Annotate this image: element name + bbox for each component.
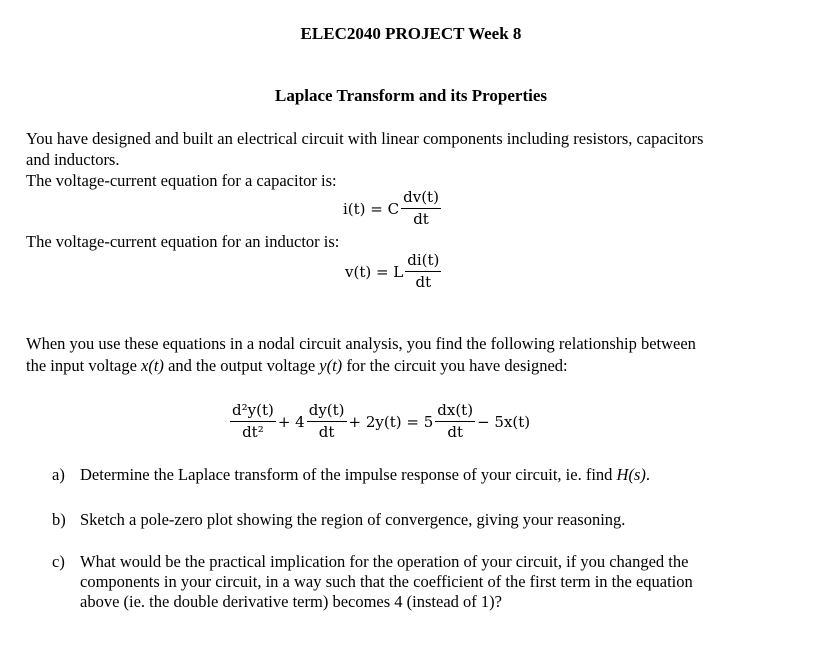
term1-denominator: dt²	[242, 423, 264, 441]
capacitor-eq-denominator: dt	[413, 210, 429, 228]
intro-line-1: You have designed and built an electrical circuit with linear components including resistors, capacitors	[26, 129, 704, 148]
analysis-paragraph	[26, 333, 786, 377]
transfer-function-var: H(s)	[616, 465, 646, 484]
term2-numerator: dy(t)	[307, 401, 347, 422]
term3-denominator: dt	[447, 423, 463, 441]
capacitor-eq-lhs: i(t) = C	[343, 199, 400, 218]
inductor-equation	[345, 251, 443, 292]
question-c-text	[80, 552, 780, 612]
inductor-eq-lhs: v(t) = L	[345, 262, 404, 281]
section-title: Laplace Transform and its Properties	[275, 86, 547, 105]
page-title: ELEC2040 PROJECT Week 8	[300, 24, 522, 43]
question-a-text-main: Determine the Laplace transform of the impulse response of your circuit, ie. find	[80, 465, 617, 484]
term2-fraction	[307, 401, 347, 442]
differential-equation	[228, 401, 530, 442]
analysis-line-1: When you use these equations in a nodal circuit analysis, you find the following relationship between	[26, 334, 696, 353]
analysis-text-b: and the output voltage	[163, 356, 320, 375]
intro-paragraph	[26, 128, 786, 191]
capacitor-eq-numerator: dv(t)	[401, 188, 441, 209]
inductor-eq-fraction	[405, 251, 441, 292]
question-b-text: Sketch a pole-zero plot showing the region of convergence, giving your reasoning.	[80, 510, 626, 529]
capacitor-eq-fraction	[401, 188, 441, 229]
inductor-intro: The voltage-current equation for an inductor is:	[26, 232, 340, 251]
analysis-line-2	[26, 355, 786, 377]
capacitor-intro: The voltage-current equation for a capacitor is:	[26, 171, 337, 190]
term1-fraction	[230, 401, 276, 442]
eq-operator-2: + 2y(t) = 5	[348, 412, 434, 431]
input-voltage-var: x(t)	[141, 356, 164, 375]
question-c-line-2: components in your circuit, in a way such that the coefficient of the first term in the equation	[80, 572, 693, 591]
intro-line-2: and inductors.	[26, 150, 120, 169]
analysis-text-c: for the circuit you have designed:	[342, 356, 568, 375]
term2-denominator: dt	[318, 423, 335, 441]
question-c-line-1: What would be the practical implication for the operation of your circuit, if you changed the	[80, 552, 689, 571]
term3-numerator: dx(t)	[435, 401, 475, 422]
analysis-text-a: the input voltage	[26, 356, 142, 375]
term1-numerator: d²y(t)	[230, 401, 276, 422]
question-a-period: .	[645, 465, 650, 484]
question-a-text	[80, 465, 780, 485]
question-b-label: b)	[52, 510, 66, 529]
question-c-line-3: above (ie. the double derivative term) becomes 4 (instead of 1)?	[80, 592, 502, 611]
term3-fraction	[435, 401, 475, 442]
capacitor-equation	[343, 188, 443, 229]
eq-operator-3: − 5x(t)	[477, 412, 531, 431]
inductor-eq-denominator: dt	[415, 273, 432, 291]
output-voltage-var: y(t)	[319, 356, 343, 375]
inductor-eq-numerator: di(t)	[405, 251, 441, 272]
eq-operator-1: + 4	[277, 412, 305, 431]
question-a-label: a)	[52, 465, 65, 484]
question-c-label: c)	[52, 552, 65, 571]
